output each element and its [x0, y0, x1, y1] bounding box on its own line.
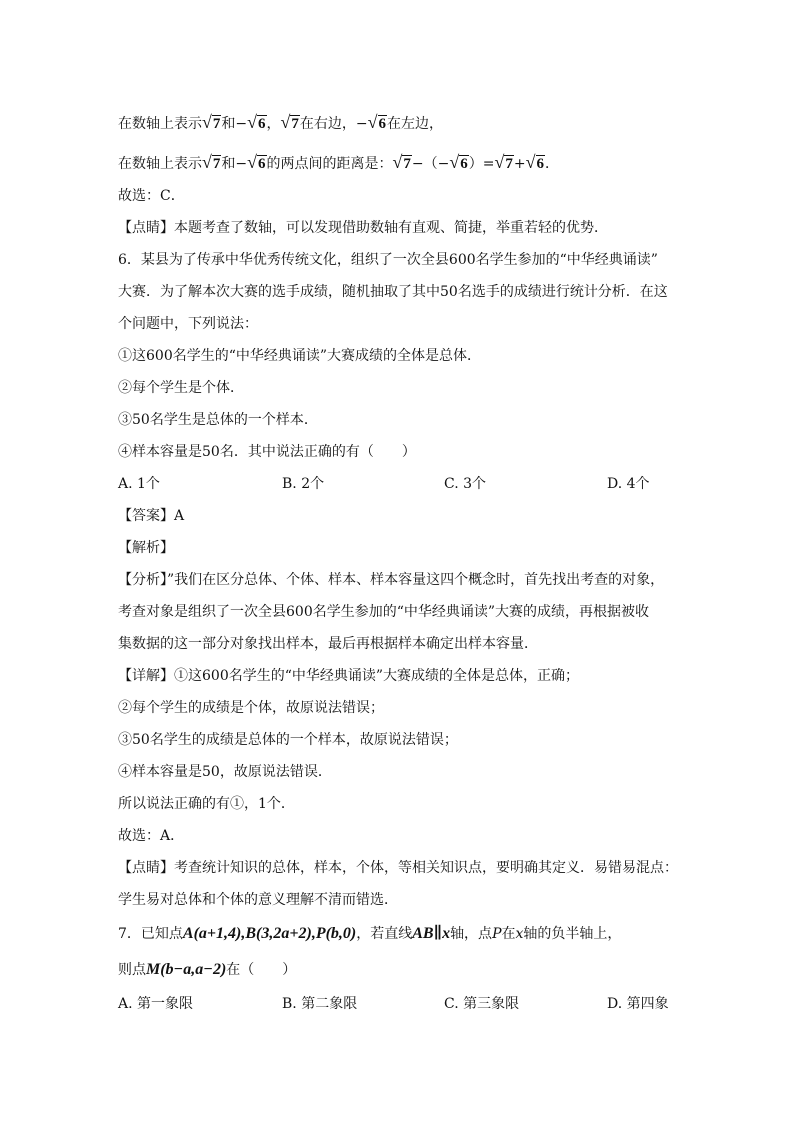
q7-stem-line-2 — [118, 960, 296, 980]
text: 7．已知点 — [118, 926, 183, 942]
text: 轴，点 — [450, 926, 493, 942]
q6-note-line-2: 学生易对总体和个体的意义理解不清而错选． — [118, 892, 398, 908]
text: 轴的负半轴上， — [523, 926, 622, 942]
text: 在 — [501, 926, 516, 942]
q6-stem-line-3: 个问题中，下列说法： — [118, 316, 258, 332]
choose-c: 故选：C． — [118, 188, 185, 204]
q6-analysis-line-3: 集数据的这一部分对象找出样本，最后再根据样本确定出样本容量． — [118, 636, 538, 652]
q6-statement-3: ③50名学生是总体的一个样本． — [118, 412, 318, 428]
number-line-sentence-1 — [118, 112, 443, 134]
q6-note-line-1: 【点睛】考查统计知识的总体，样本，个体，等相关知识点，要明确其定义．易错易混点： — [118, 860, 678, 876]
text: 在数轴上表示 — [118, 116, 202, 132]
q6-solution-heading: 【解析】 — [118, 540, 174, 556]
sqrt-7: √7 — [494, 152, 513, 172]
q7-parallel-formula: AB∥x — [412, 925, 451, 942]
sqrt-7: √7 — [392, 152, 411, 172]
q7-option-c: C. 第三象限 — [444, 996, 520, 1012]
q7-point-m-formula: M(b−a,a−2) — [146, 961, 227, 978]
q6-detail-line-3: ③50名学生的成绩是总体的一个样本，故原说法错误； — [118, 732, 458, 748]
sqrt-6: √6 — [247, 112, 266, 132]
q6-detail-line-1: 【详解】①这600名学生的“中华经典诵读”大赛成绩的全体是总体，正确； — [118, 668, 580, 684]
q6-analysis-line-1: 【分析】”我们在区分总体、个体、样本、样本容量这四个概念时，首先找出考查的对象， — [118, 572, 665, 588]
sqrt-7: √7 — [202, 112, 221, 132]
q6-option-b: B. 2个 — [282, 476, 325, 492]
x-axis-symbol: x — [515, 926, 524, 942]
text: 在左边， — [387, 116, 444, 132]
number-line-sentence-2 — [118, 152, 559, 174]
q6-detail-line-4: ④样本容量是50，故原说法错误． — [118, 764, 332, 780]
text: 在右边，− — [299, 116, 368, 132]
q7-option-a: A. 第一象限 — [118, 996, 194, 1012]
q7-points-formula: A(a+1,4),B(3,2a+2),P(b,0) — [182, 925, 357, 942]
q7-stem-line-1 — [118, 924, 621, 944]
q6-detail-line-6: 故选：A． — [118, 828, 185, 844]
q6-statement-2: ②每个学生是个体． — [118, 380, 244, 396]
highlight-note-5: 【点睛】本题考查了数轴，可以发现借助数轴有直观、简捷，举重若轻的优势． — [118, 220, 608, 236]
sqrt-6: √6 — [247, 152, 266, 172]
sqrt-7: √7 — [280, 112, 299, 132]
q6-analysis-line-2: 考查对象是组织了一次全县600名学生参加的“中华经典诵读”大赛的成绩，再根据被收 — [118, 604, 650, 620]
sqrt-6: √6 — [449, 152, 468, 172]
text: 则点 — [118, 962, 146, 978]
text: + — [513, 156, 526, 172]
sqrt-7: √7 — [202, 152, 221, 172]
q6-option-a: A. 1个 — [118, 476, 160, 492]
text: 的两点间的距离是： — [266, 156, 393, 172]
q6-statement-1: ①这600名学生的“中华经典诵读”大赛成绩的全体是总体． — [118, 348, 482, 364]
text: ． — [545, 156, 560, 172]
text: ，若直线 — [356, 926, 413, 942]
q6-option-c: C. 3个 — [444, 476, 487, 492]
text: 在（ ） — [226, 962, 297, 978]
text: 在数轴上表示 — [118, 156, 202, 172]
point-p: P — [492, 926, 502, 942]
q6-stem-line-1: 6．某县为了传承中华优秀传统文化，组织了一次全县600名学生参加的“中华经典诵读” — [118, 252, 658, 268]
text: 和− — [221, 116, 248, 132]
sqrt-6: √6 — [367, 112, 387, 132]
q6-detail-line-2: ②每个学生的成绩是个体，故原说法错误； — [118, 700, 384, 716]
q6-detail-line-5: 所以说法正确的有①，1个． — [118, 796, 295, 812]
q6-statement-4: ④样本容量是50名．其中说法正确的有（ ） — [118, 444, 416, 460]
q7-option-b: B. 第二象限 — [282, 996, 358, 1012]
text: −（− — [411, 156, 450, 172]
q6-option-d: D. 4个 — [607, 476, 650, 492]
text: ， — [266, 116, 281, 132]
sqrt-6: √6 — [525, 152, 545, 172]
q7-option-d: D. 第四象 — [607, 996, 669, 1012]
text: 和− — [221, 156, 248, 172]
q6-answer: 【答案】A — [118, 508, 185, 524]
q6-stem-line-2: 大赛．为了解本次大赛的选手成绩，随机抽取了其中50名选手的成绩进行统计分析．在这 — [118, 284, 668, 300]
text: ）= — [468, 156, 495, 172]
